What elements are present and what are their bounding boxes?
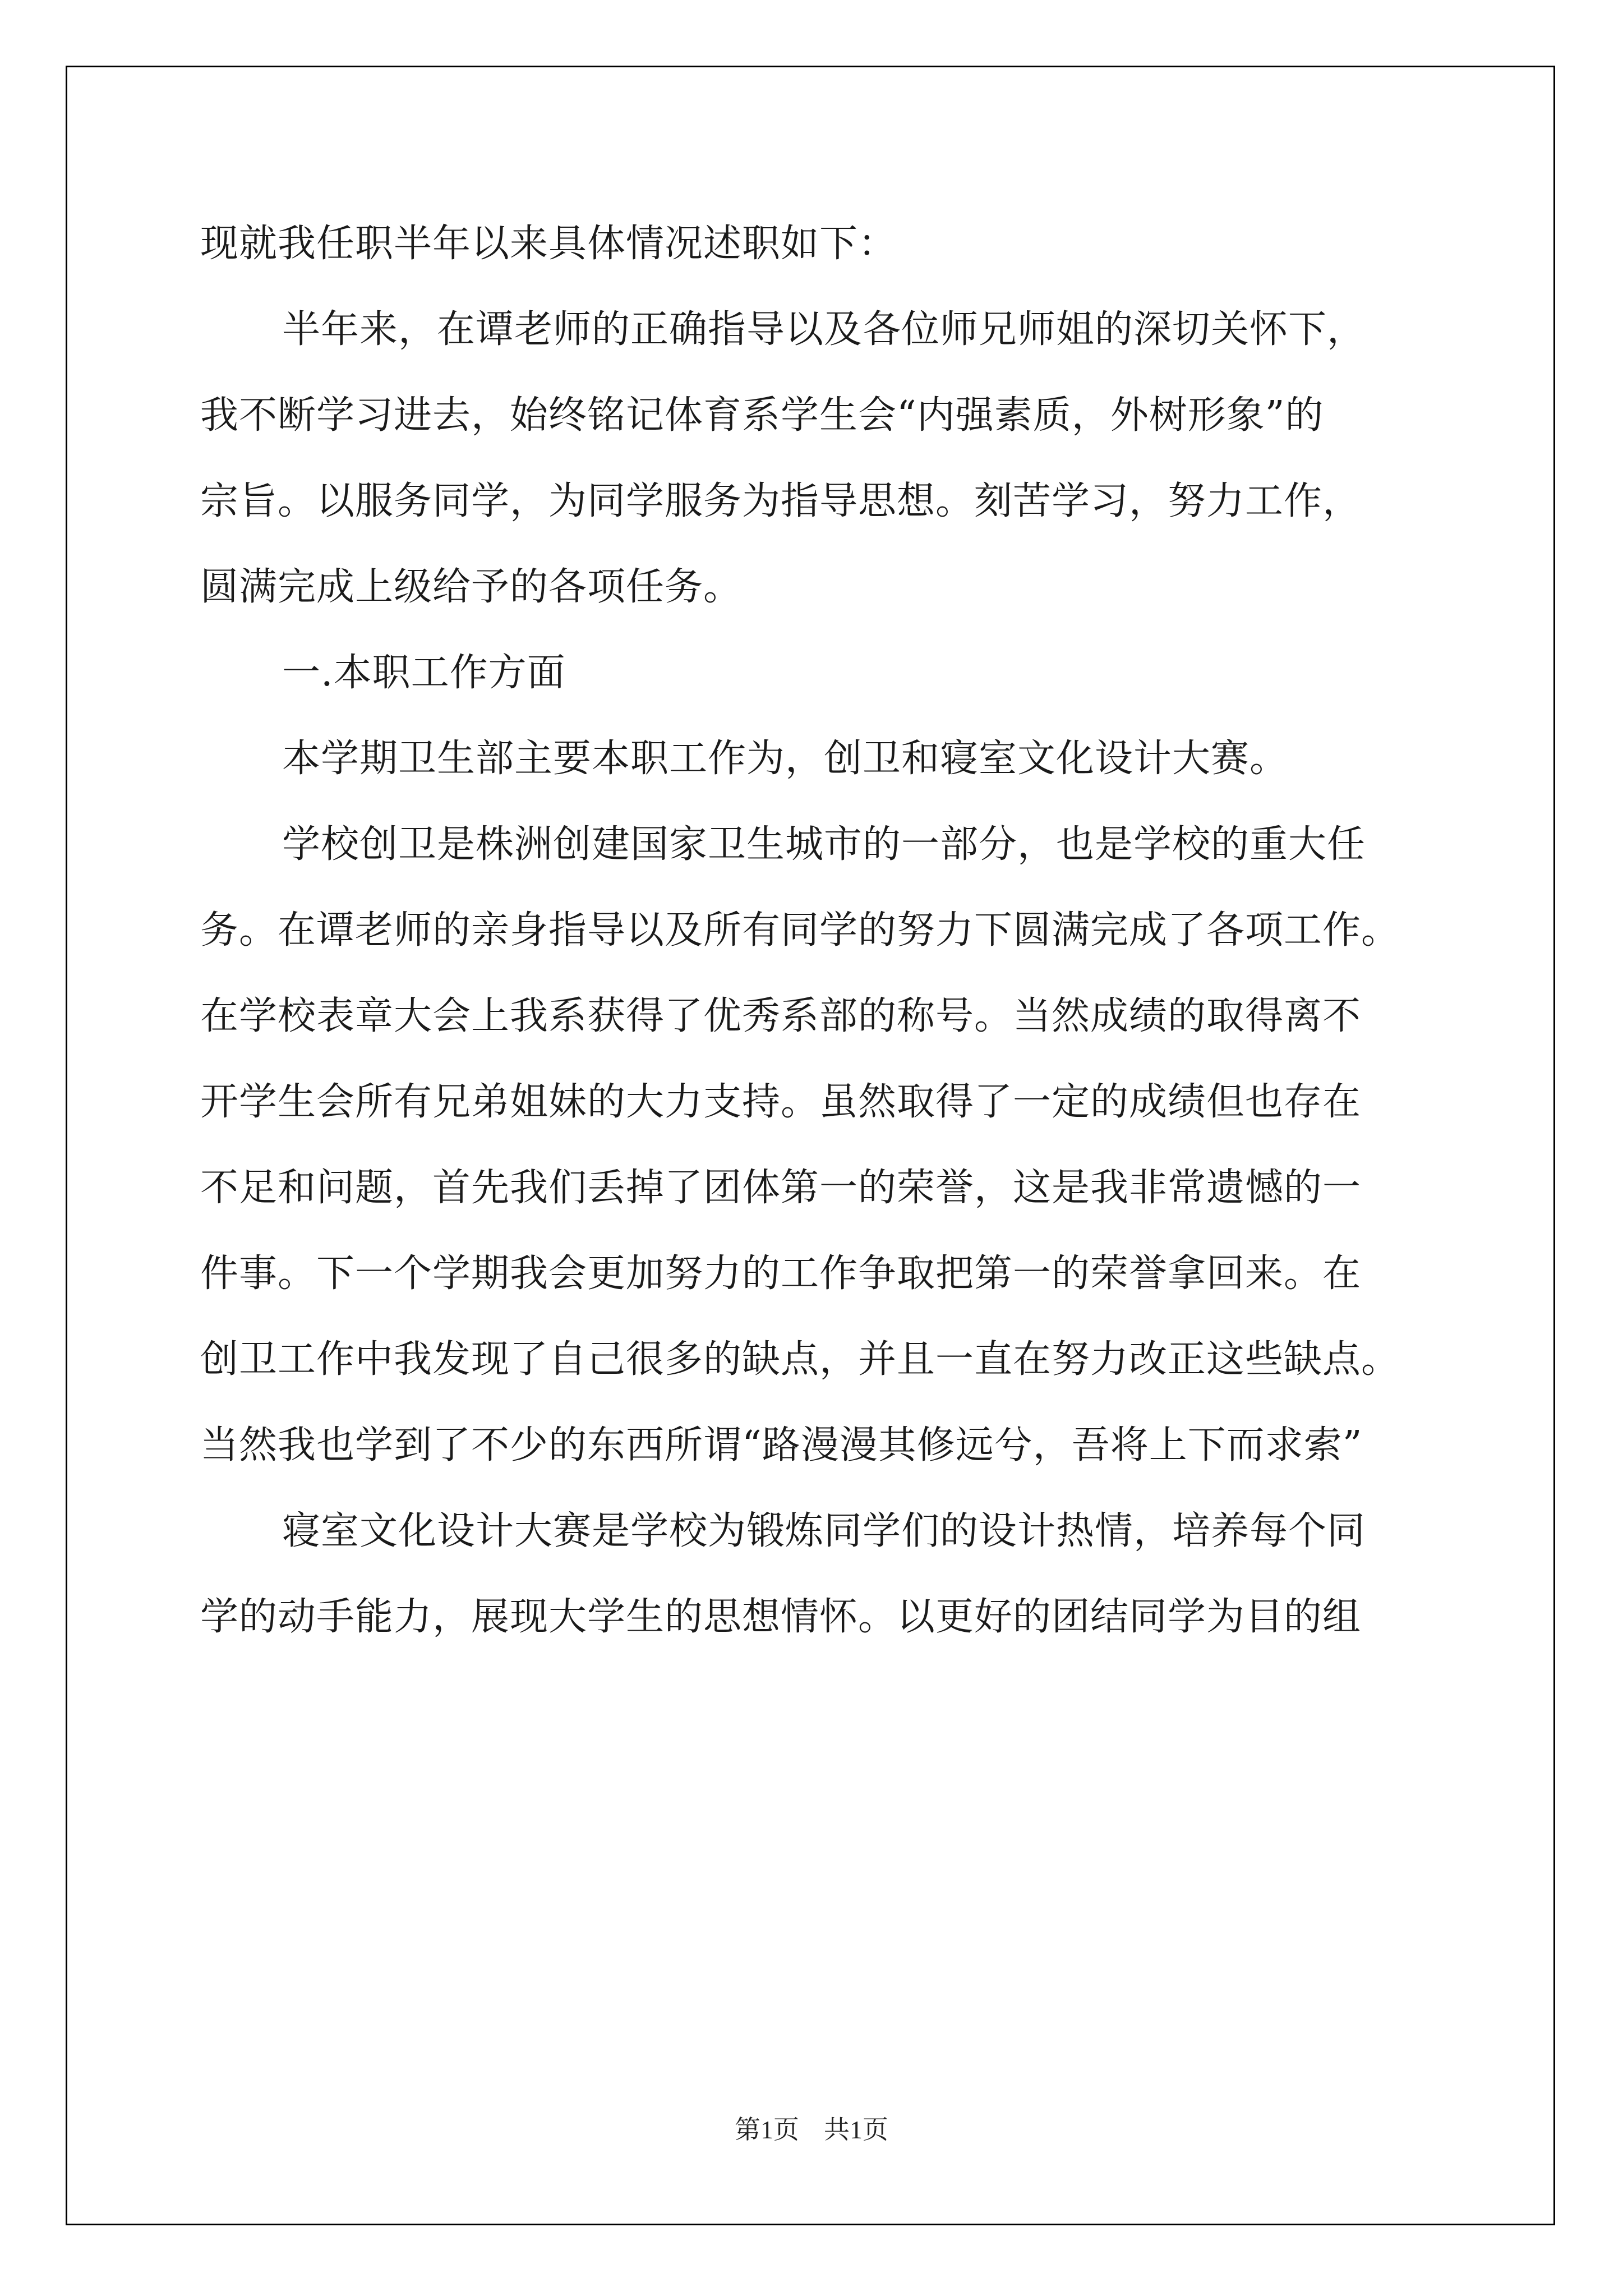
page-footer: [0, 2109, 1623, 2146]
text-line: 半年来，在谭老师的正确指导以及各位师兄师姐的深切关怀下，: [282, 307, 1366, 352]
page-number-current: 第1页: [735, 2115, 799, 2144]
text-line: 当然我也学到了不少的东西所谓“路漫漫其修远兮，吾将上下而求索”: [200, 1423, 1363, 1467]
text-line: 在学校表章大会上我系获得了优秀系部的称号。当然成绩的取得离不: [200, 994, 1362, 1038]
page-number-total: 共1页: [824, 2115, 888, 2144]
text-line: 学的动手能力，展现大学生的思想情怀。以更好的团结同学为目的组: [200, 1595, 1362, 1639]
text-line: 不足和问题，首先我们丢掉了团体第一的荣誉，这是我非常遗憾的一: [200, 1166, 1362, 1210]
text-line: 学校创卫是株洲创建国家卫生城市的一部分，也是学校的重大任: [282, 822, 1366, 867]
text-line: 开学生会所有兄弟姐妹的大力支持。虽然取得了一定的成绩但也存在: [200, 1080, 1362, 1124]
text-line: 件事。下一个学期我会更加努力的工作争取把第一的荣誉拿回来。在: [200, 1251, 1362, 1296]
text-line: 宗旨。以服务同学，为同学服务为指导思想。刻苦学习，努力工作，: [200, 479, 1362, 523]
document-body: [200, 216, 1434, 1675]
text-line: 创卫工作中我发现了自己很多的缺点，并且一直在努力改正这些缺点。: [200, 1337, 1400, 1382]
text-line: 我不断学习进去，始终铭记体育系学生会“内强素质，外树形象”的: [200, 393, 1324, 438]
section-heading: 一.本职工作方面: [282, 651, 566, 695]
text-line: 圆满完成上级给予的各项任务。: [200, 565, 743, 609]
text-line: 现就我任职半年以来具体情况述职如下：: [200, 222, 897, 266]
text-line: 务。在谭老师的亲身指导以及所有同学的努力下圆满完成了各项工作。: [200, 908, 1400, 953]
text-line: 寝室文化设计大赛是学校为锻炼同学们的设计热情，培养每个同: [282, 1509, 1366, 1553]
text-line: 本学期卫生部主要本职工作为，创卫和寝室文化设计大赛。: [282, 737, 1289, 781]
